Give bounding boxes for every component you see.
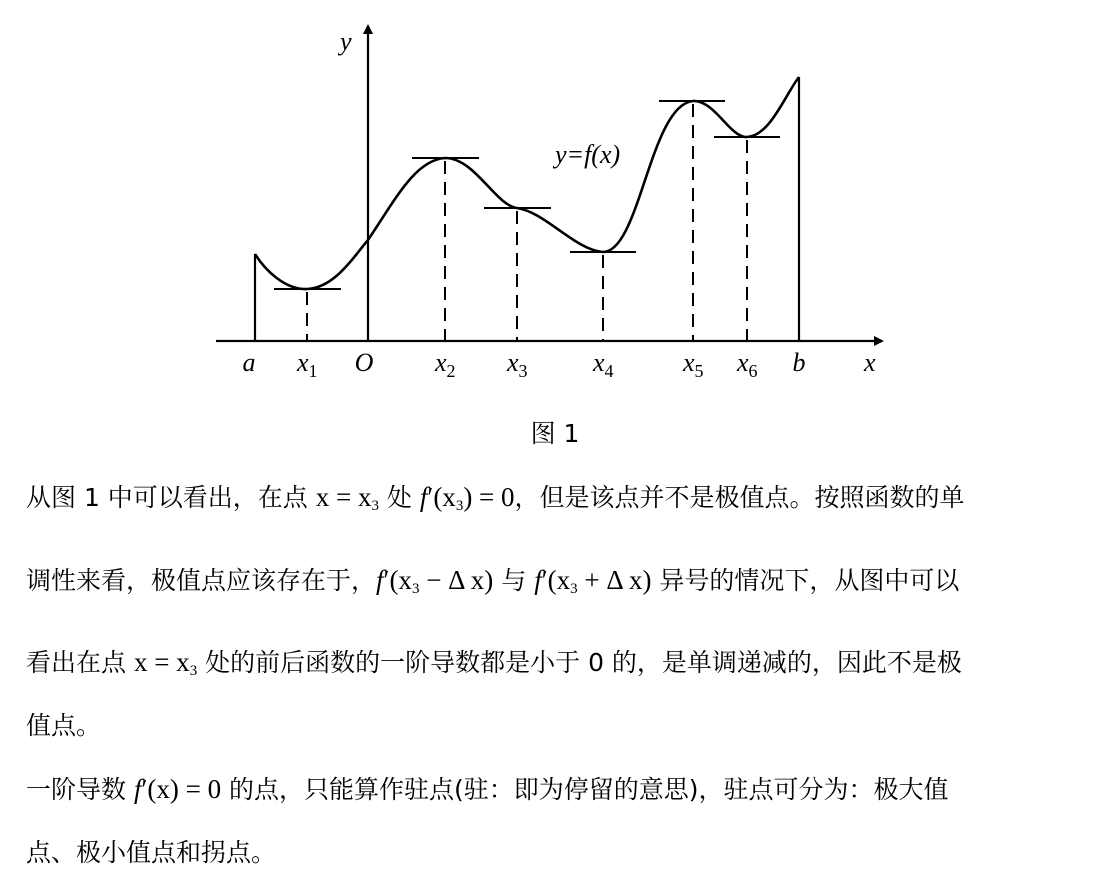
x-tick-label: a (242, 348, 256, 377)
x-tick-label: O (354, 348, 374, 377)
x-tick-label: $x_1$ (297, 348, 318, 381)
y-axis-label: y (340, 27, 352, 56)
math-span: ′(x (383, 565, 412, 595)
math-subscript: 3 (570, 581, 578, 597)
text-span: 一阶导数 (26, 775, 134, 804)
math-span: x = x (133, 647, 190, 677)
curve-label: y=f(x) (555, 140, 621, 169)
text-span: 处的前后函数的一阶导数都是小于 0 的，是单调递减的，因此不是极 (197, 648, 962, 677)
figure-caption: 图 1 (530, 419, 580, 448)
text-span: 从图 1 中可以看出，在点 (26, 483, 316, 512)
x-axis-label: x (864, 348, 876, 377)
function-graph-figure (0, 0, 1100, 400)
math-expression (134, 774, 221, 804)
paragraph-line-2 (26, 560, 959, 601)
math-span: + Δ x) (577, 565, 652, 595)
math-expression (134, 647, 197, 677)
text-span: 值点。 (26, 711, 102, 740)
math-span: ′(x (541, 565, 571, 595)
text-span: 处 (378, 483, 420, 512)
x-tick-label: $x_5$ (683, 348, 704, 381)
math-span: f (419, 482, 428, 512)
math-subscript: 3 (411, 581, 420, 597)
x-tick-label: $x_3$ (507, 348, 528, 381)
math-expression (420, 482, 515, 512)
math-span: ′(x) = 0 (141, 774, 222, 804)
text-span: 与 (493, 566, 535, 595)
x-tick-label: b (792, 348, 806, 377)
math-span: ′(x (427, 482, 456, 512)
x-tick-label: $x_6$ (737, 348, 758, 381)
math-subscript: 3 (189, 663, 198, 679)
math-expression (316, 482, 379, 512)
math-span: f (133, 774, 142, 804)
x-tick-label: $x_4$ (593, 348, 614, 381)
math-subscript: 3 (455, 498, 464, 514)
text-span: 点、极小值点和拐点。 (26, 838, 277, 867)
math-span: f (534, 565, 542, 595)
function-curve (255, 77, 799, 289)
text-span: 的点，只能算作驻点(驻：即为停留的意思)，驻点可分为：极大值 (221, 775, 949, 804)
math-expression (376, 565, 493, 595)
math-subscript: 3 (371, 498, 379, 514)
x-tick-label: $x_2$ (435, 348, 456, 381)
text-span: ，但是该点并不是极值点。按照函数的单 (514, 483, 965, 512)
math-span: x = x (315, 482, 372, 512)
text-span: 看出在点 (26, 648, 134, 677)
paragraph-line-6 (26, 833, 276, 873)
math-span: − Δ x) (419, 565, 494, 595)
text-span: 异号的情况下，从图中可以 (651, 566, 960, 595)
paragraph-line-4 (26, 706, 101, 746)
paragraph-line-3 (26, 642, 962, 683)
math-expression (534, 565, 651, 595)
text-span: 调性来看，极值点应该存在于， (26, 566, 377, 595)
paragraph-line-5 (26, 769, 949, 810)
math-span: ) = 0 (463, 482, 515, 512)
paragraph-line-1 (26, 477, 965, 518)
math-span: f (376, 565, 384, 595)
